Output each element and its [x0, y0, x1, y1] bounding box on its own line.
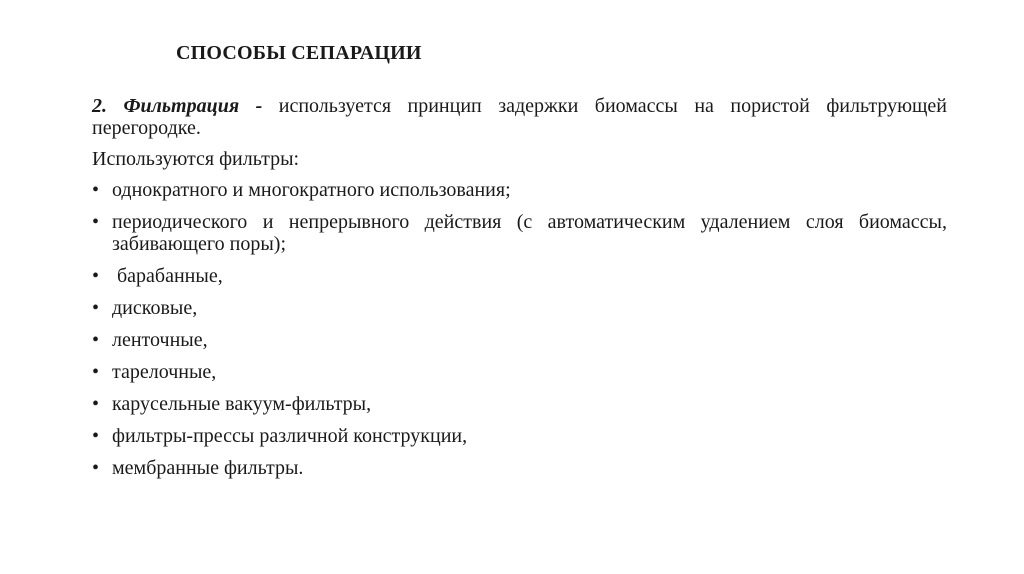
list-item-text: периодического и непрерывного действия (с автоматическим удалением слоя биомассы, забивающего поры);	[112, 211, 947, 255]
list-item	[92, 361, 947, 383]
list-item-text: фильтры-прессы различной конструкции,	[112, 425, 468, 447]
bullet-icon: •	[92, 457, 100, 479]
bullet-icon: •	[92, 361, 100, 383]
list-item-text: мембранные фильтры.	[112, 457, 304, 479]
bullet-icon: •	[92, 265, 100, 287]
list-item	[92, 265, 947, 287]
point-term: Фильтрация -	[123, 95, 263, 117]
list-item	[92, 179, 947, 201]
list-item	[92, 329, 947, 351]
list-item	[92, 425, 947, 447]
list-item-text: карусельные вакуум-фильтры,	[112, 393, 372, 415]
list-item	[92, 393, 947, 415]
point-filtration	[92, 95, 947, 139]
slide-content	[92, 95, 947, 489]
bullet-icon: •	[92, 179, 100, 201]
point-number: 2.	[92, 95, 107, 117]
list-item	[92, 457, 947, 479]
list-item-text: ленточные,	[112, 329, 208, 351]
bullet-icon: •	[92, 393, 100, 415]
list-item	[92, 211, 947, 255]
list-item-text: тарелочные,	[112, 361, 217, 383]
bullet-icon: •	[92, 329, 100, 351]
list-item-text: однократного и многократного использования;	[112, 179, 511, 201]
slide-title: СПОСОБЫ СЕПАРАЦИИ	[176, 42, 422, 64]
list-item-text: барабанные,	[112, 265, 223, 287]
bullet-icon: •	[92, 297, 100, 319]
point-text: используется принцип задержки биомассы на пористой фильтрующей перегородке.	[92, 95, 947, 139]
bullet-icon: •	[92, 211, 100, 233]
bullet-icon: •	[92, 425, 100, 447]
filters-intro: Используются фильтры:	[92, 148, 300, 170]
filters-list	[92, 179, 947, 479]
list-item-text: дисковые,	[112, 297, 198, 319]
list-item	[92, 297, 947, 319]
